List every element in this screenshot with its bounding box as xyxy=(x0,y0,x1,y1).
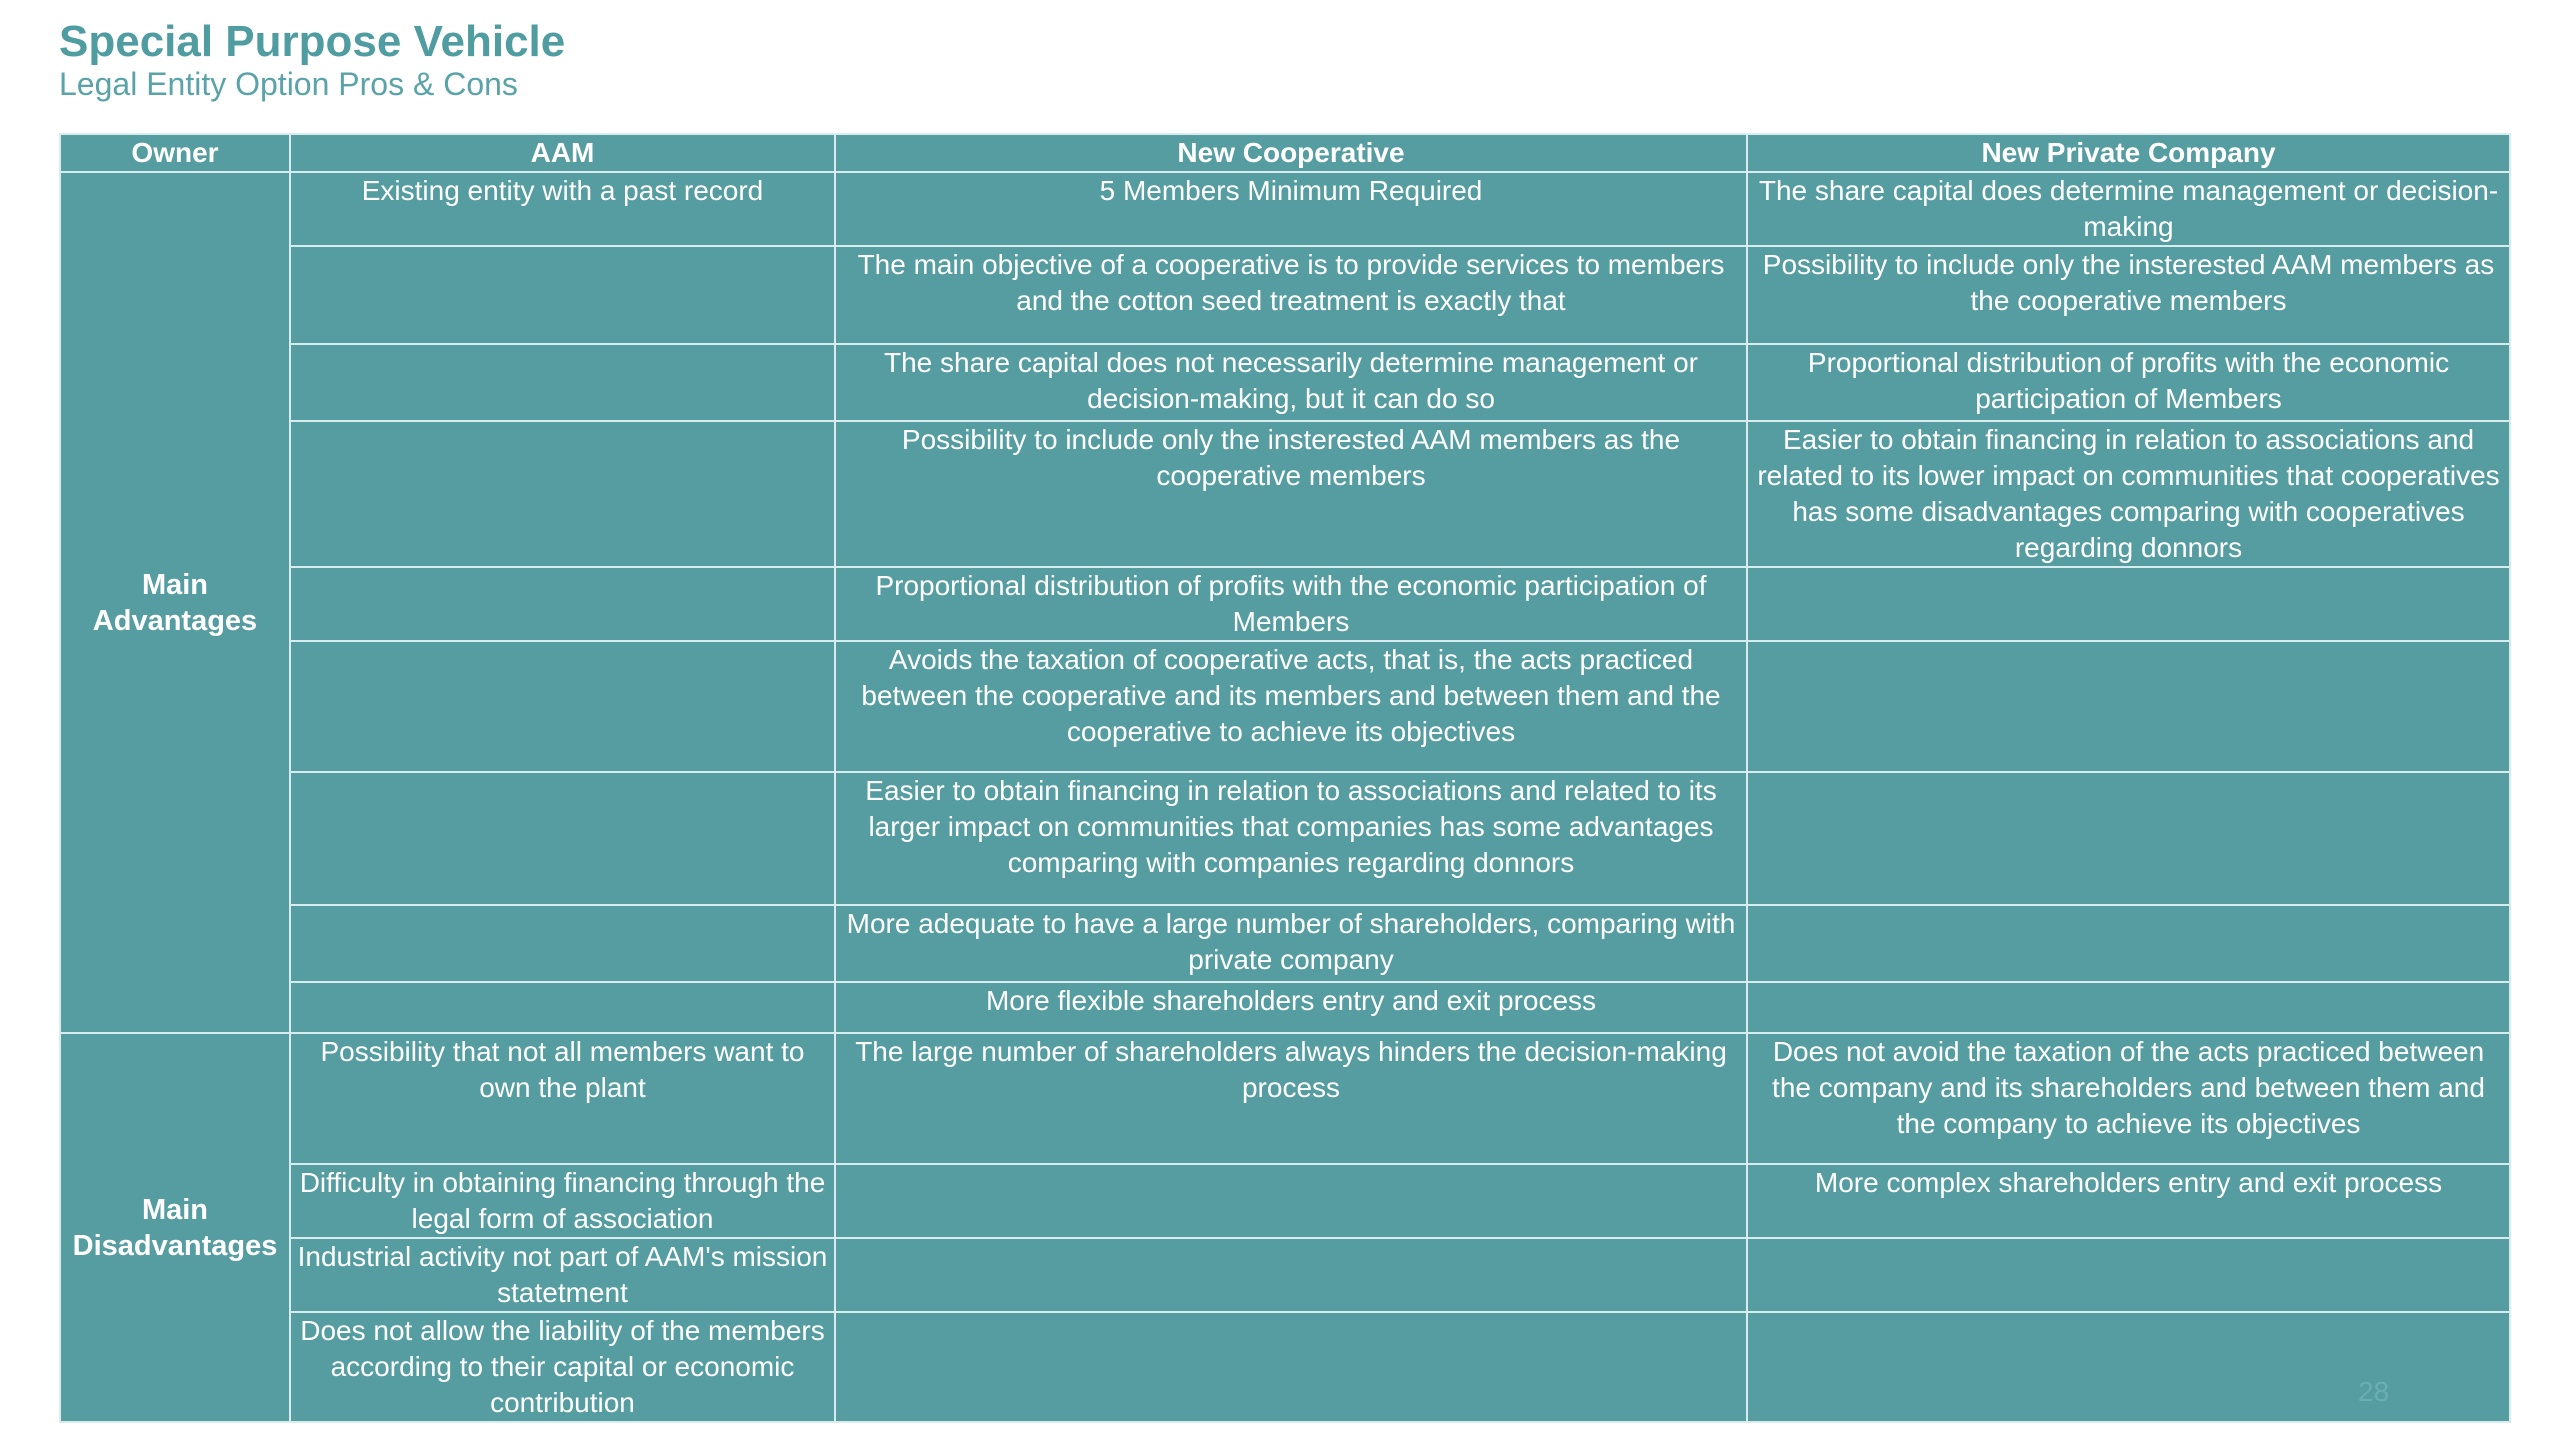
table-cell: Easier to obtain financing in relation to associations and related to its lower impact on communities that cooperatives has some disadvantages comparing with cooperatives regarding donnors xyxy=(1747,421,2510,567)
table-cell xyxy=(290,421,835,567)
table-cell xyxy=(1747,772,2510,905)
table-cell xyxy=(1747,567,2510,641)
table-cell: Avoids the taxation of cooperative acts, that is, the acts practiced between the cooperative and its members and between them and the cooperative to achieve its objectives xyxy=(835,641,1747,772)
owner-main-advantages: Main Advantages xyxy=(60,172,290,1033)
table-row xyxy=(60,421,2510,567)
table-row xyxy=(60,1164,2510,1238)
table-header-row xyxy=(60,134,2510,172)
table-cell: 5 Members Minimum Required xyxy=(835,172,1747,246)
column-header-new-private-company: New Private Company xyxy=(1747,134,2510,172)
table-row xyxy=(60,567,2510,641)
pros-cons-table xyxy=(59,133,2511,1423)
table-cell xyxy=(835,1164,1747,1238)
table-row xyxy=(60,1312,2510,1422)
page-number: 28 xyxy=(2358,1376,2390,1407)
table-cell xyxy=(290,246,835,344)
table-cell: Possibility that not all members want to own the plant xyxy=(290,1033,835,1164)
table-row xyxy=(60,982,2510,1033)
table-cell: The share capital does determine management or decision-making xyxy=(1747,172,2510,246)
column-header-owner: Owner xyxy=(60,134,290,172)
table-cell xyxy=(1747,1312,2510,1422)
table-cell xyxy=(290,344,835,421)
table-cell xyxy=(1747,1238,2510,1312)
table-cell: Existing entity with a past record xyxy=(290,172,835,246)
table-cell: More adequate to have a large number of shareholders, comparing with private company xyxy=(835,905,1747,982)
table-row xyxy=(60,905,2510,982)
table-cell: The large number of shareholders always hinders the decision-making process xyxy=(835,1033,1747,1164)
table-row xyxy=(60,172,2510,246)
table-cell: Proportional distribution of profits with the economic participation of Members xyxy=(835,567,1747,641)
table-row xyxy=(60,1033,2510,1164)
column-header-new-cooperative: New Cooperative xyxy=(835,134,1747,172)
table-row xyxy=(60,1238,2510,1312)
owner-main-disadvantages: Main Disadvantages xyxy=(60,1033,290,1422)
table-cell: More flexible shareholders entry and exit process xyxy=(835,982,1747,1033)
table-cell: Possibility to include only the insterested AAM members as the cooperative members xyxy=(835,421,1747,567)
table-cell xyxy=(1747,905,2510,982)
page-title: Special Purpose Vehicle xyxy=(59,17,566,66)
table-cell: Industrial activity not part of AAM's mission statetment xyxy=(290,1238,835,1312)
table-cell xyxy=(290,982,835,1033)
table-cell xyxy=(835,1238,1747,1312)
table-cell: The share capital does not necessarily determine management or decision-making, but it can do so xyxy=(835,344,1747,421)
table-row xyxy=(60,641,2510,772)
table-cell xyxy=(290,772,835,905)
table-row xyxy=(60,772,2510,905)
table-cell: Difficulty in obtaining financing through the legal form of association xyxy=(290,1164,835,1238)
column-header-aam: AAM xyxy=(290,134,835,172)
page-subtitle: Legal Entity Option Pros & Cons xyxy=(59,66,518,102)
table-cell xyxy=(290,641,835,772)
table-cell: The main objective of a cooperative is to provide services to members and the cotton seed treatment is exactly that xyxy=(835,246,1747,344)
table-cell: Easier to obtain financing in relation to associations and related to its larger impact on communities that companies has some advantages comparing with companies regarding donnors xyxy=(835,772,1747,905)
table-cell xyxy=(1747,641,2510,772)
table-cell: Possibility to include only the insterested AAM members as the cooperative members xyxy=(1747,246,2510,344)
table-cell xyxy=(1747,982,2510,1033)
table-cell: More complex shareholders entry and exit process xyxy=(1747,1164,2510,1238)
table-cell: Does not avoid the taxation of the acts practiced between the company and its shareholders and between them and the company to achieve its objectives xyxy=(1747,1033,2510,1164)
table-cell: Does not allow the liability of the members according to their capital or economic contribution xyxy=(290,1312,835,1422)
table-cell xyxy=(290,905,835,982)
table-cell xyxy=(835,1312,1747,1422)
table-row xyxy=(60,246,2510,344)
table-cell: Proportional distribution of profits with the economic participation of Members xyxy=(1747,344,2510,421)
table-row xyxy=(60,344,2510,421)
table-cell xyxy=(290,567,835,641)
